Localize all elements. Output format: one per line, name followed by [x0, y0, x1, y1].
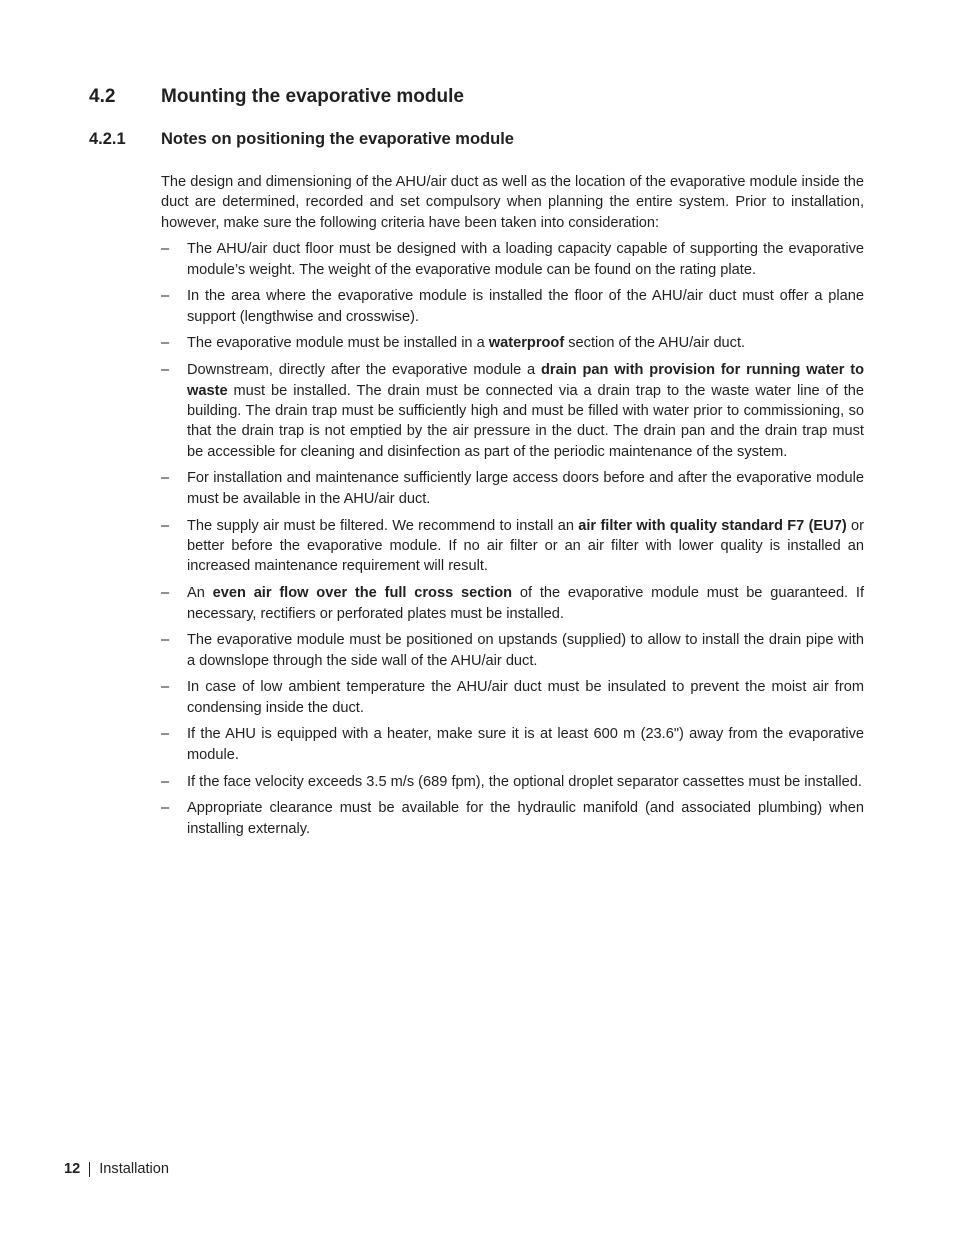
emphasis-text: drain pan with provision for running water to waste	[187, 362, 864, 399]
bullet-dash: –	[161, 773, 170, 790]
list-item-text: The AHU/air duct floor must be designed with a loading capacity capable of supporting the evaporative module’s weight. The weight of the evaporative module can be found on the rating plate.	[187, 241, 864, 278]
list-item-text: If the face velocity exceeds 3.5 m/s (689 fpm), the optional droplet separator cassettes must be installed.	[187, 773, 862, 790]
bullet-dash: –	[161, 288, 170, 305]
list-item	[161, 630, 864, 671]
emphasis-text: air filter with quality standard F7 (EU7)	[578, 517, 847, 534]
list-item	[161, 468, 864, 509]
list-item-text: The evaporative module must be positioned on upstands (supplied) to allow to install the drain pipe with a downslope through the side wall of the AHU/air duct.	[187, 632, 864, 669]
list-item-text: The evaporative module must be installed in a	[187, 335, 489, 352]
list-item	[161, 286, 864, 327]
list-item	[161, 333, 864, 353]
bullet-dash: –	[161, 335, 170, 352]
bullet-dash: –	[161, 517, 170, 534]
list-item-text: If the AHU is equipped with a heater, make sure it is at least 600 m (23.6") away from the evaporative module.	[187, 726, 864, 763]
emphasis-text: even air flow over the full cross section	[212, 585, 513, 602]
list-item-text: In the area where the evaporative module is installed the floor of the AHU/air duct must offer a plane support (lengthwise and crosswise).	[187, 288, 864, 325]
list-item-text: For installation and maintenance sufficiently large access doors before and after the evaporative module must be available in the AHU/air duct.	[187, 470, 864, 507]
list-item	[161, 239, 864, 280]
list-item-text: must be installed. The drain must be connected via a drain trap to the waste water line of the building. The drain trap must be sufficiently high and must be filled with water prior to commissioning, so that the drain trap is not emptied by the air pressure in the duct. The drain pan and the drain trap must be accessible for cleaning and disinfection as part of the periodic maintenance of the system.	[187, 382, 864, 460]
list-item	[161, 583, 864, 624]
list-item-text: or better before the evaporative module. If no air filter or an air filter with lower quality is installed an increased maintenance requirement will result.	[187, 517, 864, 575]
page-number: 12	[64, 1161, 81, 1177]
bullet-dash: –	[161, 470, 170, 487]
list-item-text: of the evaporative module must be guaranteed. If necessary, rectifiers or perforated plates must be installed.	[187, 585, 865, 622]
intro-paragraph: The design and dimensioning of the AHU/air duct as well as the location of the evaporative module inside the duct are determined, recorded and set compulsory when planning the entire system. Prior to installation, however, make sure the following criteria have been taken into consideration:	[161, 174, 864, 231]
bullet-dash: –	[161, 585, 170, 602]
subsection-title: Notes on positioning the evaporative module	[161, 130, 514, 148]
list-item	[161, 360, 864, 462]
list-item	[161, 772, 864, 792]
section-number: 4.2	[89, 86, 116, 107]
subsection-number: 4.2.1	[89, 130, 126, 148]
section-heading	[89, 86, 464, 108]
footer-separator	[89, 1162, 90, 1177]
body-content	[161, 172, 864, 845]
list-item-text: In case of low ambient temperature the AHU/air duct must be insulated to prevent the moist air from condensing inside the duct.	[187, 679, 864, 716]
list-item-text: Appropriate clearance must be available for the hydraulic manifold (and associated plumbing) when installing externaly.	[187, 800, 864, 837]
list-item	[161, 516, 864, 577]
bullet-dash: –	[161, 632, 170, 649]
list-item-text: section of the AHU/air duct.	[564, 335, 746, 352]
bullet-dash: –	[161, 800, 170, 817]
list-item	[161, 724, 864, 765]
list-item-text: The supply air must be filtered. We recommend to install an	[187, 517, 579, 534]
bullet-dash: –	[161, 679, 170, 696]
list-item	[161, 677, 864, 718]
emphasis-text: waterproof	[488, 335, 565, 352]
list-item-text: An	[187, 585, 213, 602]
section-title: Mounting the evaporative module	[161, 86, 464, 107]
subsection-heading	[89, 130, 514, 149]
list-item	[161, 798, 864, 839]
criteria-list	[161, 239, 864, 839]
bullet-dash: –	[161, 241, 170, 258]
bullet-dash: –	[161, 726, 170, 743]
footer-chapter: Installation	[99, 1161, 170, 1177]
bullet-dash: –	[161, 362, 170, 379]
page-footer	[64, 1161, 169, 1177]
list-item-text: Downstream, directly after the evaporative module a	[187, 362, 541, 379]
